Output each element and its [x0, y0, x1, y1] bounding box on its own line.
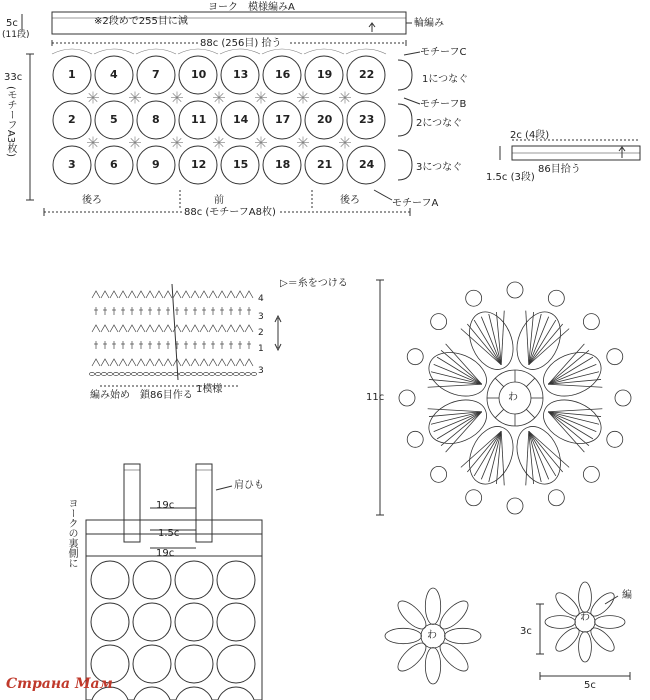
chart-stitch	[200, 325, 208, 332]
motif-number: 13	[233, 68, 249, 81]
motif-a-label: モチーフA	[392, 198, 439, 209]
chart-chain	[203, 372, 208, 375]
chart-chain	[101, 372, 106, 375]
chart-stitch	[191, 325, 199, 332]
filler-stitch	[135, 138, 139, 142]
chart-chain	[197, 372, 202, 375]
motif-picot	[548, 490, 564, 506]
small-motif-1-center: わ	[427, 630, 437, 641]
filler-stitch	[89, 98, 93, 102]
front-label: 前	[214, 195, 224, 206]
chart-stitch	[119, 325, 127, 332]
chart-stitch	[101, 359, 109, 366]
watermark-text: Страна Мам	[6, 676, 113, 692]
small-motif-petal	[545, 616, 575, 629]
decrease-note: ※2段めで255目に減	[94, 16, 188, 27]
filler-stitch	[299, 143, 303, 147]
bag-motif-circle	[175, 645, 213, 683]
motif-number: 16	[275, 68, 291, 81]
chart-stitch	[92, 291, 100, 298]
motif-size: 11c	[366, 392, 385, 403]
chart-chain	[137, 372, 142, 375]
assembly-dim-2: 1.5c	[158, 528, 180, 539]
filler-stitch	[93, 143, 97, 147]
chart-chain	[239, 372, 244, 375]
chart-stitch	[182, 325, 190, 332]
filler-stitch	[303, 143, 307, 147]
chart-stitch	[155, 325, 163, 332]
chart-stitch	[146, 325, 154, 332]
small-motif-petal	[436, 639, 473, 676]
chart-row-2: 2	[258, 328, 264, 338]
small-motif-petal	[385, 628, 421, 643]
filler-stitch	[257, 98, 261, 102]
chart-stitch	[128, 325, 136, 332]
motif-picot	[466, 290, 482, 306]
join-label-3: 3につなぐ	[416, 162, 463, 173]
body-height: 33c	[4, 72, 23, 83]
small-motif-petal	[552, 589, 583, 620]
motif-picot	[507, 282, 523, 298]
chart-stitch	[218, 359, 226, 366]
filler-stitch	[177, 138, 181, 142]
small-motif-petal	[425, 648, 440, 684]
filler-stitch	[299, 98, 303, 102]
motif-b-label: モチーフB	[420, 99, 467, 110]
chart-chain	[191, 372, 196, 375]
motif-number: 14	[233, 113, 249, 126]
filler-stitch	[215, 143, 219, 147]
yoke-rows: (11段)	[2, 30, 30, 40]
assembly-dim-3: 19c	[156, 548, 175, 559]
bag-motif-circle	[217, 603, 255, 641]
motif-center: わ	[508, 392, 518, 403]
motif-number: 11	[191, 113, 207, 126]
chart-chain	[125, 372, 130, 375]
chart-stitch	[101, 325, 109, 332]
chart-stitch	[137, 291, 145, 298]
motif-number: 8	[152, 113, 160, 126]
small-motif-petal	[394, 639, 431, 676]
motif-number: 23	[359, 113, 375, 126]
strap-width: 2c (4段)	[510, 130, 550, 141]
chart-stitch	[191, 359, 199, 366]
chart-stitch	[119, 291, 127, 298]
assembly-dim-1: 19c	[156, 500, 175, 511]
chart-chain	[227, 372, 232, 375]
yoke-inner-label: ヨークの裏側に	[66, 498, 77, 568]
chart-stitch	[236, 359, 244, 366]
bag-motif-circle	[217, 687, 255, 700]
yoke-depth: 5c	[6, 18, 18, 29]
small-motif-petal	[445, 628, 481, 643]
chart-row-3: 3	[258, 312, 264, 322]
chart-stitch	[236, 325, 244, 332]
motif-picot	[607, 349, 623, 365]
chart-chain	[95, 372, 100, 375]
filler-stitch	[89, 93, 93, 97]
bag-motif-circle	[217, 645, 255, 683]
motif-number: 4	[110, 68, 118, 81]
filler-stitch	[131, 93, 135, 97]
strap-pick: 86目拾う	[538, 164, 581, 175]
chart-chain	[131, 372, 136, 375]
filler-stitch	[341, 98, 345, 102]
motif-picot	[583, 466, 599, 482]
chart-row-3b: 3	[258, 366, 264, 376]
filler-stitch	[219, 138, 223, 142]
chart-stitch	[164, 291, 172, 298]
chart-stitch	[101, 291, 109, 298]
chart-stitch	[146, 359, 154, 366]
chart-chain	[185, 372, 190, 375]
chart-chain	[233, 372, 238, 375]
motif-number: 21	[317, 158, 333, 171]
bag-motif-circle	[91, 603, 129, 641]
chart-chain	[143, 372, 148, 375]
motif-picot	[399, 390, 415, 406]
filler-stitch	[215, 98, 219, 102]
chart-stitch	[227, 291, 235, 298]
chart-stitch	[209, 291, 217, 298]
chart-stitch	[110, 325, 118, 332]
chart-stitch	[92, 325, 100, 332]
filler-stitch	[173, 98, 177, 102]
filler-stitch	[89, 138, 93, 142]
chart-stitch	[218, 325, 226, 332]
filler-stitch	[261, 138, 265, 142]
motif-number: 2	[68, 113, 76, 126]
chart-stitch	[245, 359, 253, 366]
chart-stitch	[182, 359, 190, 366]
chart-stitch	[191, 291, 199, 298]
yoke-join-arc	[262, 49, 302, 54]
filler-stitch	[93, 93, 97, 97]
filler-stitch	[173, 93, 177, 97]
motif-number: 22	[359, 68, 375, 81]
chart-stitch	[200, 291, 208, 298]
motif-number: 9	[152, 158, 160, 171]
motif-picot	[607, 431, 623, 447]
motif-number: 1	[68, 68, 76, 81]
filler-stitch	[257, 138, 261, 142]
filler-stitch	[261, 98, 265, 102]
small-motif-petal	[394, 597, 431, 634]
bag-motif-circle	[175, 561, 213, 599]
small-motif-petal	[579, 582, 592, 612]
filler-stitch	[177, 98, 181, 102]
motif-picot	[407, 349, 423, 365]
back-label-left: 後ろ	[82, 195, 102, 206]
chart-chain	[215, 372, 220, 375]
attach-note-text: ＝糸をつける	[287, 278, 348, 289]
small-motif-width: 5c	[584, 680, 596, 691]
chart-stitch	[155, 359, 163, 366]
bag-motif-circle	[133, 561, 171, 599]
chart-stitch	[164, 359, 172, 366]
motif-number: 3	[68, 158, 76, 171]
filler-stitch	[261, 143, 265, 147]
bag-motif-circle	[91, 561, 129, 599]
filler-stitch	[135, 98, 139, 102]
small-motif-petal	[552, 624, 583, 655]
motif-picot	[548, 290, 564, 306]
chart-chain	[113, 372, 118, 375]
yoke-join-arc	[94, 49, 134, 54]
small-motif-center: わ	[580, 612, 590, 623]
chart-row-1: 1	[258, 344, 264, 354]
strap-height: 1.5c (3段)	[486, 172, 535, 183]
bag-motif-circle	[175, 603, 213, 641]
motif-number: 24	[359, 158, 375, 171]
filler-stitch	[131, 143, 135, 147]
motif-number: 6	[110, 158, 118, 171]
filler-stitch	[345, 98, 349, 102]
motif-picot	[466, 490, 482, 506]
chart-chain	[209, 372, 214, 375]
filler-stitch	[345, 138, 349, 142]
filler-stitch	[215, 93, 219, 97]
yoke-join-arc	[178, 49, 218, 54]
ring-knit-label: 輪編み	[414, 18, 444, 29]
strap-label: 肩ひも	[234, 480, 264, 491]
chart-stitch	[245, 325, 253, 332]
chart-repeat-label: 1模様	[196, 384, 223, 395]
filler-stitch	[303, 98, 307, 102]
filler-stitch	[131, 138, 135, 142]
filler-stitch	[93, 98, 97, 102]
filler-stitch	[257, 143, 261, 147]
chart-stitch	[164, 325, 172, 332]
yoke-join-arc	[304, 49, 344, 54]
body-height-motifs: (モチーフA3枚)	[5, 86, 16, 158]
motif-number: 10	[191, 68, 207, 81]
small-motif-petal	[579, 632, 592, 662]
motif-c-label: モチーフC	[420, 47, 467, 58]
filler-stitch	[131, 98, 135, 102]
filler-stitch	[219, 143, 223, 147]
motif-number: 15	[233, 158, 249, 171]
chart-chain	[155, 372, 160, 375]
filler-stitch	[177, 93, 181, 97]
filler-stitch	[341, 143, 345, 147]
chart-stitch	[146, 291, 154, 298]
chart-chain	[167, 372, 172, 375]
motif-number: 19	[317, 68, 333, 81]
bottom-width-label: 88c (モチーフA8枚)	[184, 207, 276, 218]
chart-stitch	[155, 291, 163, 298]
join-label-1: 1につなぐ	[422, 74, 469, 85]
chart-stitch	[209, 325, 217, 332]
chart-chain	[251, 372, 256, 375]
filler-stitch	[341, 138, 345, 142]
chart-chain	[179, 372, 184, 375]
chart-row-4: 4	[258, 294, 264, 304]
chart-chain	[89, 372, 94, 375]
filler-stitch	[257, 93, 261, 97]
filler-stitch	[345, 93, 349, 97]
small-motif-tail: 編	[622, 590, 632, 601]
chart-stitch	[227, 325, 235, 332]
filler-stitch	[299, 93, 303, 97]
filler-stitch	[173, 138, 177, 142]
join-label-2: 2につなぐ	[416, 118, 463, 129]
filler-stitch	[303, 93, 307, 97]
filler-stitch	[135, 143, 139, 147]
filler-stitch	[341, 93, 345, 97]
motif-number: 12	[191, 158, 207, 171]
bag-motif-circle	[217, 561, 255, 599]
filler-stitch	[219, 98, 223, 102]
chart-chain	[161, 372, 166, 375]
back-label-right: 後ろ	[340, 195, 360, 206]
chart-start-label: 編み始め 鎖86目作る	[90, 390, 193, 401]
chart-stitch	[236, 291, 244, 298]
chart-chain	[245, 372, 250, 375]
motif-picot	[431, 466, 447, 482]
filler-stitch	[173, 143, 177, 147]
chart-stitch	[245, 291, 253, 298]
motif-picot	[431, 314, 447, 330]
small-motif-petal	[587, 624, 618, 655]
chart-stitch	[227, 359, 235, 366]
chart-stitch	[209, 359, 217, 366]
chart-stitch	[200, 359, 208, 366]
chart-stitch	[182, 291, 190, 298]
chart-chain	[107, 372, 112, 375]
filler-stitch	[89, 143, 93, 147]
motif-picot	[407, 431, 423, 447]
motif-number: 18	[275, 158, 291, 171]
chart-stitch	[137, 359, 145, 366]
motif-number: 5	[110, 113, 118, 126]
yoke-join-arc	[136, 49, 176, 54]
motif-picot	[583, 314, 599, 330]
filler-stitch	[345, 143, 349, 147]
bag-motif-circle	[133, 687, 171, 700]
filler-stitch	[93, 138, 97, 142]
motif-number: 20	[317, 113, 333, 126]
motif-number: 7	[152, 68, 160, 81]
chart-stitch	[218, 291, 226, 298]
chart-chain	[221, 372, 226, 375]
small-motif-height: 3c	[520, 626, 532, 637]
chart-stitch	[110, 359, 118, 366]
bag-motif-circle	[133, 645, 171, 683]
small-motif-petal	[595, 616, 625, 629]
yoke-join-arc	[220, 49, 260, 54]
filler-stitch	[261, 93, 265, 97]
motif-picot	[507, 498, 523, 514]
yoke-join-arc	[346, 49, 386, 54]
chart-stitch	[128, 291, 136, 298]
chart-stitch	[137, 325, 145, 332]
yoke-title: ヨーク 模様編みA	[208, 2, 295, 13]
attach-yarn-note	[280, 278, 348, 289]
filler-stitch	[219, 93, 223, 97]
attach-icon: ▷	[280, 278, 288, 289]
chart-stitch	[92, 359, 100, 366]
top-width-label: 88c (256目) 拾う	[200, 38, 282, 49]
yoke-join-arc	[52, 49, 92, 54]
filler-stitch	[215, 138, 219, 142]
bag-motif-circle	[175, 687, 213, 700]
chart-chain	[149, 372, 154, 375]
filler-stitch	[177, 143, 181, 147]
strap-left	[124, 464, 140, 542]
chart-stitch	[173, 291, 181, 298]
chart-stitch	[128, 359, 136, 366]
chart-stitch	[119, 359, 127, 366]
chart-chain	[119, 372, 124, 375]
small-motif-petal	[436, 597, 473, 634]
filler-stitch	[135, 93, 139, 97]
strap-right	[196, 464, 212, 542]
small-motif-petal	[587, 589, 618, 620]
bag-motif-circle	[133, 603, 171, 641]
filler-stitch	[303, 138, 307, 142]
motif-picot	[615, 390, 631, 406]
small-motif-petal	[425, 588, 440, 624]
filler-stitch	[299, 138, 303, 142]
chart-stitch	[110, 291, 118, 298]
motif-number: 17	[275, 113, 291, 126]
